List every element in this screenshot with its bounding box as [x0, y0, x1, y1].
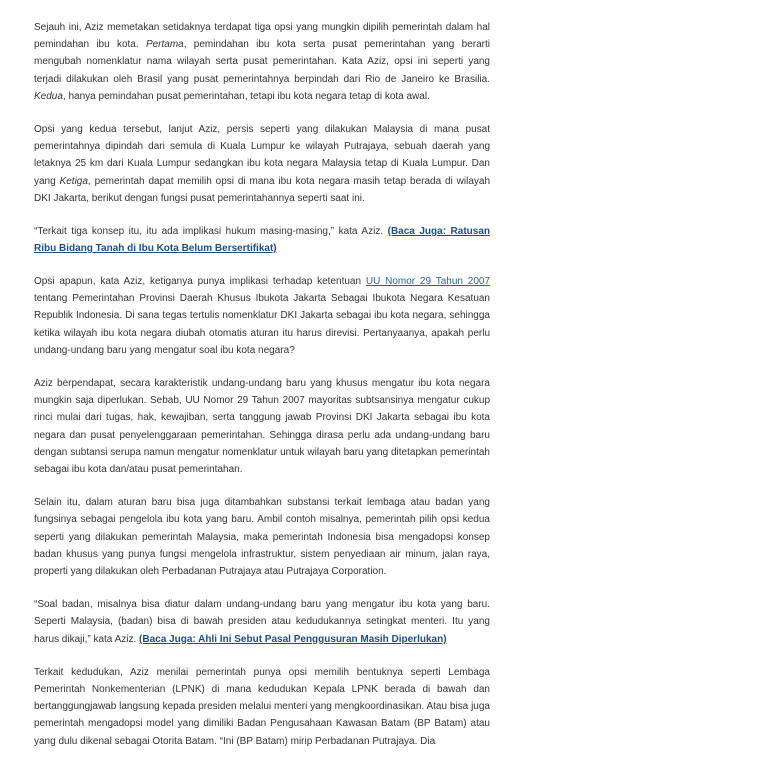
baca-juga-link-1[interactable]: (Baca Juga: Ratusan Ribu Bidang Tanah di Ibu Kota Belum Bersertifikat)	[34, 225, 491, 255]
paragraph-2-text-a: Opsi yang kedua tersebut, lanjut Aziz, persis seperti yang dilakukan Malaysia di mana pusat pemerintahnya dipindah dari semula di Kuala Lumpur ke wilayah Putrajaya, sebuah daerah yang letaknya 25 km dari Kuala Lumpur sedangkan ibu kota negara Malaysia tetap di Kuala Lumpur. Dan yang	[34, 123, 490, 187]
paragraph-3	[34, 223, 490, 258]
paragraph-3-text: “Terkait tiga konsep itu, itu ada implikasi hukum masing-masing,” kata Aziz.	[34, 225, 388, 237]
paragraph-4	[34, 273, 490, 359]
paragraph-1-text-c: , hanya pemindahan pusat pemerintahan, tetapi ibu kota negara tetap di kota awal.	[62, 90, 430, 102]
article-body	[34, 0, 490, 765]
paragraph-4-text-a: Opsi apapun, kata Aziz, ketiganya punya implikasi terhadap ketentuan	[34, 275, 366, 287]
baca-juga-link-2[interactable]: (Baca Juga: Ahli Ini Sebut Pasal Penggusuran Masih Diperlukan)	[139, 633, 447, 645]
paragraph-2-emphasis-ketiga: Ketiga	[59, 175, 88, 187]
paragraph-0	[34, 0, 490, 3]
paragraph-1	[34, 19, 490, 105]
paragraph-1-emphasis-pertama: Pertama	[145, 39, 184, 51]
paragraph-7-text: “Soal badan, misalnya bisa diatur dalam undang-undang baru yang mengatur ibu kota yang baru. Seperti Malaysia, (badan) bisa di bawah presiden atau kedudukannya setingkat menteri. Itu yang harus dikaji,” kata Aziz.	[34, 599, 490, 645]
paragraph-1-text-b: , pemindahan ibu kota serta pusat pemerintahan yang berarti mengubah nomenklatur nama wilayah serta pusat pemerintahan. Kata Aziz, opsi ini seperti yang terjadi dilakukan oleh Brasil yang pusat pemerintahnya berpindah dari Rio de Janeiro ke Brasilia.	[34, 39, 490, 85]
paragraph-2	[34, 121, 490, 207]
paragraph-4-text-b: tentang Pemerintahan Provinsi Daerah Khusus Ibukota Jakarta Sebagai Ibukota Negara Kesatuan Republik Indonesia. Di sana tegas tertulis nomenklatur DKI Jakarta sebagai ibu kota negara, sehingga ketika wilayah ibu kota negara diubah otomatis aturan itu harus direvisi. Pertanyaanya, apakah perlu undang-undang baru yang mengatur soal ibu kota negara?	[34, 293, 490, 357]
paragraph-2-text-b: , pemerintah dapat memilih opsi di mana ibu kota negara masih tetap berada di wilayah DKI Jakarta, berikut dengan fungsi pusat pemerintahannya seperti saat ini.	[34, 175, 491, 204]
paragraph-8: Terkait kedudukan, Aziz menilai pemerintah punya opsi memilih bentuknya seperti Lembaga Pemerintah Nonkementerian (LPNK) di mana kedudukan Kepala LPNK berada di bawah dan bertanggungjawab langsung kepada presiden melalui menteri yang mengkoordinasikan. Atau bisa juga pemerintah mengadopsi model yang dimiliki Badan Pengusahaan Kawasan Batam (BP Batam) atau yang dulu dikenal sebagai Otorita Batam. “Ini (BP Batam) mirip Perbadanan Putrajaya. Dia	[34, 666, 490, 747]
paragraph-5: Aziz berpendapat, secara karakteristik undang-undang baru yang khusus mengatur ibu kota negara mungkin saja diperlukan. Sebab, UU Nomor 29 Tahun 2007 mayoritas subtsansinya mengatur cukup rinci mulai dari tugas, hak, kewajiban, serta tanggung jawab Provinsi DKI Jakarta sebagai ibu kota negara dan pusat penyelenggaraan pemerintahan. Sehingga dirasa perlu ada undang-undang baru dengan subtansi serupa namun mengatur nomenklatur untuk wilayah baru yang ditetapkan pemerintah sebagai ibu kota dan/atau pusat pemerintahan.	[34, 377, 490, 476]
paragraph-1-emphasis-kedua: Kedua	[34, 90, 63, 102]
uu-nomor-29-link[interactable]: UU Nomor 29 Tahun 2007	[365, 275, 490, 287]
paragraph-7	[34, 596, 490, 648]
paragraph-1-text-a: Sejauh ini, Aziz memetakan setidaknya terdapat tiga opsi yang mungkin dipilih pemerintah dalam hal pemindahan ibu kota.	[34, 21, 490, 51]
paragraph-6: Selain itu, dalam aturan baru bisa juga ditambahkan substansi terkait lembaga atau badan yang fungsinya sebagai pengelola ibu kota yang baru. Ambil contoh misalnya, pemerintah pilih opsi kedua seperti yang dilakukan pemerintah Malaysia, maka pemerintah Indonesia bisa mengadopsi konsep badan khusus yang punya fungsi mengelola infrastruktur, sistem penyediaan air minum, jalan raya, properti yang dilakukan oleh Perbadanan Putrajaya atau Putrajaya Corporation.	[34, 497, 490, 578]
